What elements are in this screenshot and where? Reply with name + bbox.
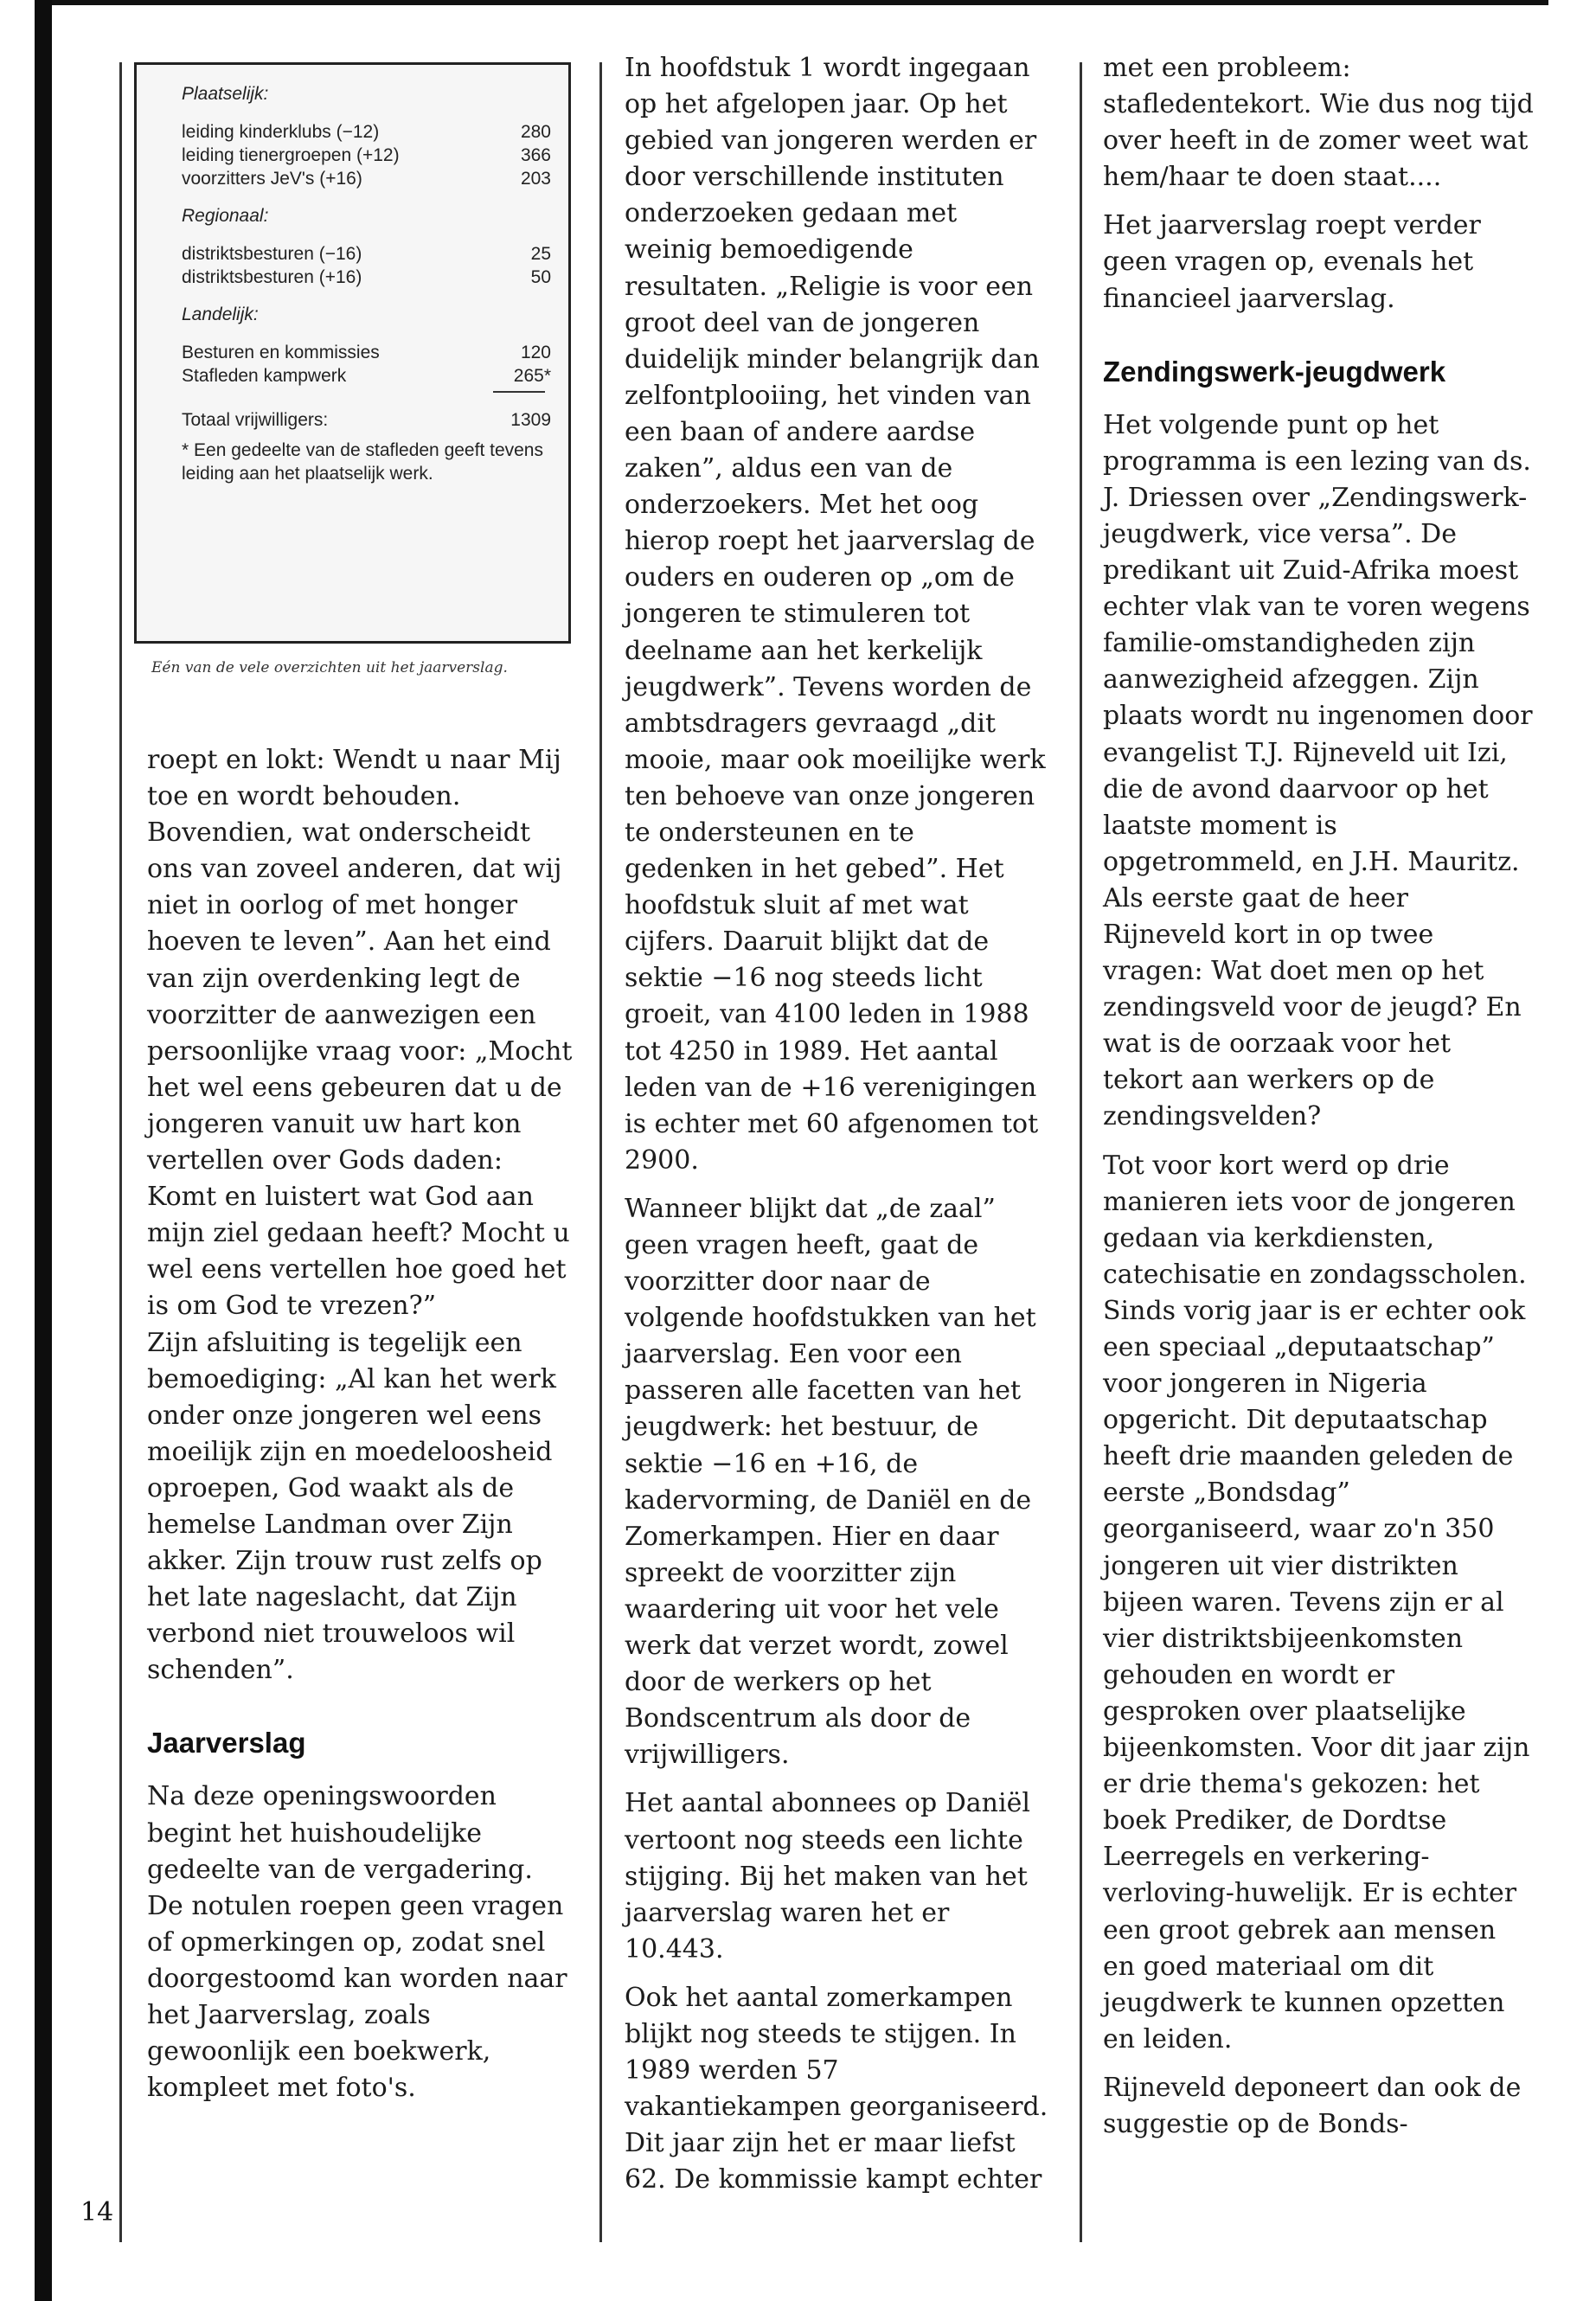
paragraph: Tot voor kort werd op drie manieren iets voor de jongeren gedaan via kerkdiensten, catechisatie en zondagsscholen.: [1103, 1150, 1527, 1290]
paragraph: Het volgende punt op het programma is een lezing van ds. J. Driessen over „Zendingswerk-jeugdwerk, vice versa”. De predikant uit Zuid-Afrika moest echter vlak van te voren wegens familie-omstandigheden zijn aanwezigheid afzeggen. Zijn plaats wordt nu ingenomen door evangelist T.J. Rijneveld uit Izi, die de avond daarvoor op het laatste moment is opgetrommeld, en J.H. Mauritz. Als eerste gaat de heer Rijneveld kort in op twee vragen: Wat doet men op het zendingsveld voor de jeugd? En wat is de oorzaak voor het tekort aan werkers op de zendingsvelden?: [1103, 409, 1533, 1132]
paragraph: Het jaarverslag roept verder geen vragen op, evenals het financieel jaarverslag.: [1103, 210, 1481, 314]
paragraph: Rijneveld deponeert dan ook de suggestie op de Bonds-: [1103, 2072, 1522, 2139]
paragraph: In hoofdstuk 1 wordt ingegaan op het afgelopen jaar. Op het gebied van jongeren werden er door verschillende instituten onderzoeken gedaan met weinig bemoedigende resultaten. „Religie is voor een groot deel van de jongeren duidelijk minder belangrijk dan zelfontplooiing, het vinden van een baan of andere aardse zaken”, aldus een van de onderzoekers. Met het oog hierop roept het jaarverslag de ouders en ouderen op „om de jongeren te stimuleren tot deelname aan het kerkelijk jeugdwerk”. Tevens worden de ambtsdragers gevraagd „dit mooie, maar ook moeilijke werk ten behoeve van onze jongeren te ondersteunen en te gedenken in het gebed”. Het hoofdstuk sluit af met wat cijfers. Daaruit blijkt dat de sektie −16 nog steeds licht groeit, van 4100 leden in 1988 tot 4250 in 1989. Het aantal leden van de +16 verenigingen is echter met 60 afgenomen tot 2900.: [625, 53, 1046, 1176]
column-3: [1103, 50, 1535, 2155]
section-heading-jaarverslag: Jaarverslag: [147, 1727, 306, 1759]
box-row: [182, 144, 551, 167]
box-section-heading: Landelijk:: [182, 304, 259, 324]
box-total-row: [182, 408, 551, 432]
column-rule-mid: [599, 62, 602, 2242]
paragraph: met een probleem: stafledentekort. Wie dus nog tijd over heeft in de zomer weet wat hem/haar te doen staat....: [1103, 53, 1534, 193]
box-row-label: voorzitters JeV's (+16): [182, 169, 362, 189]
box-row-value: 50: [530, 267, 551, 287]
paragraph: Het aantal abonnees op Daniël vertoont nog steeds een lichte stijging. Bij het maken van het jaarverslag waren het er 10.443.: [625, 1788, 1030, 1965]
paragraph: Na deze openingswoorden begint het huishoudelijke gedeelte van de vergadering. De notulen roepen geen vragen of opmerkingen op, zodat snel doorgestoomd kan worden naar het Jaarverslag, zoals gewoonlijk een boekwerk, kompleet met foto's.: [147, 1781, 567, 2104]
box-row-label: distriktsbesturen (+16): [182, 267, 362, 287]
box-row: [182, 266, 551, 289]
box-row: [182, 341, 551, 364]
paragraph: Wanneer blijkt dat „de zaal” geen vragen heeft, gaat de voorzitter door naar de volgende hoofdstukken van het jaarverslag. Een voor een passeren alle facetten van het jeugdwerk: het bestuur, de sektie −16 en +16, de kadervorming, de Daniël en de Zomerkampen. Hier en daar spreekt de voorzitter zijn waardering uit voor het vele werk dat verzet wordt, zowel door de werkers op het Bondscentrum als door de vrijwilligers.: [625, 1193, 1036, 1771]
box-section-regionaal: [182, 206, 551, 289]
box-section-plaatselijk: [182, 84, 551, 190]
left-margin-rule: [35, 0, 52, 2301]
top-rule: [35, 0, 1548, 5]
paragraph: Sinds vorig jaar is er echter ook een speciaal „deputaatschap” voor jongeren in Nigeria opgericht. Dit deputaatschap heeft drie maanden geleden de eerste „Bondsdag” georganiseerd, waar zo'n 350 jongeren uit vier distrikten bijeen waren. Tevens zijn er al vier distriktsbijeenkomsten gehouden en wordt er gesproken over plaatselijke bijeenkomsten. Voor dit jaar zijn er drie thema's gekozen: het boek Prediker, de Dordtse Leerregels en verkering-verloving-huwelijk. Er is echter een groot gebrek aan mensen en goed materiaal om dit jeugdwerk te kunnen opzetten en leiden.: [1103, 1295, 1530, 2054]
box-total-value: 1309: [510, 410, 551, 430]
column-1: [147, 742, 575, 2118]
box-row-value: 280: [520, 122, 551, 142]
box-row-label: distriktsbesturen (−16): [182, 244, 362, 264]
box-row: [182, 242, 551, 266]
column-rule-right: [1080, 62, 1082, 2242]
box-section-heading: Plaatselijk:: [182, 84, 269, 104]
box-row-label: Stafleden kampwerk: [182, 366, 347, 386]
column-rule-left: [119, 62, 122, 2242]
box-row-value: 203: [520, 169, 551, 189]
box-row: [182, 120, 551, 144]
box-row: [182, 364, 551, 388]
box-footnote: * Een gedeelte van de stafleden geeft tevens leiding aan het plaatselijk werk.: [182, 440, 543, 484]
box-section-landelijk: [182, 304, 551, 393]
paragraph: roept en lokt: Wendt u naar Mij toe en wordt behouden. Bovendien, wat onderscheidt ons van zoveel anderen, dat wij niet in oorlog of met honger hoeven te leven”. Aan het eind van zijn overdenking legt de voorzitter de aanwezigen een persoonlijke vraag voor: „Mocht het wel eens gebeuren dat u de jongeren vanuit uw hart kon vertellen over Gods daden: Komt en luistert wat God aan mijn ziel gedaan heeft? Mocht u wel eens vertellen hoe goed het is om God te vrezen?”: [147, 745, 573, 1322]
section-heading-zendingswerk: Zendingswerk-jeugdwerk: [1103, 355, 1446, 388]
box-section-heading: Regionaal:: [182, 206, 269, 226]
column-2: [625, 50, 1050, 2210]
box-row-value: 265*: [513, 366, 551, 386]
box-row-label: leiding tienergroepen (+12): [182, 145, 400, 165]
sum-divider: [493, 391, 545, 393]
box-row-value: 120: [520, 343, 551, 362]
box-caption: Eén van de vele overzichten uit het jaarverslag.: [151, 659, 508, 676]
box-row-label: leiding kinderklubs (−12): [182, 122, 380, 142]
page-number: 14: [80, 2197, 114, 2227]
box-row-value: 366: [520, 145, 551, 165]
paragraph: Ook het aantal zomerkampen blijkt nog steeds te stijgen. In 1989 werden 57 vakantiekampen georganiseerd. Dit jaar zijn het er maar liefst 62. De kommissie kampt echter: [625, 1982, 1048, 2195]
paragraph: Zijn afsluiting is tegelijk een bemoediging: „Al kan het werk onder onze jongeren wel eens moeilijk zijn en moedeloosheid oproepen, God waakt als de hemelse Landman over Zijn akker. Zijn trouw rust zelfs op het late nageslacht, dat Zijn verbond niet trouweloos wil schenden”.: [147, 1327, 556, 1686]
box-row-value: 25: [530, 244, 551, 264]
box-row-label: Besturen en kommissies: [182, 343, 380, 362]
box-row: [182, 167, 551, 190]
box-total-label: Totaal vrijwilligers:: [182, 410, 329, 430]
statistics-box: [134, 62, 571, 644]
